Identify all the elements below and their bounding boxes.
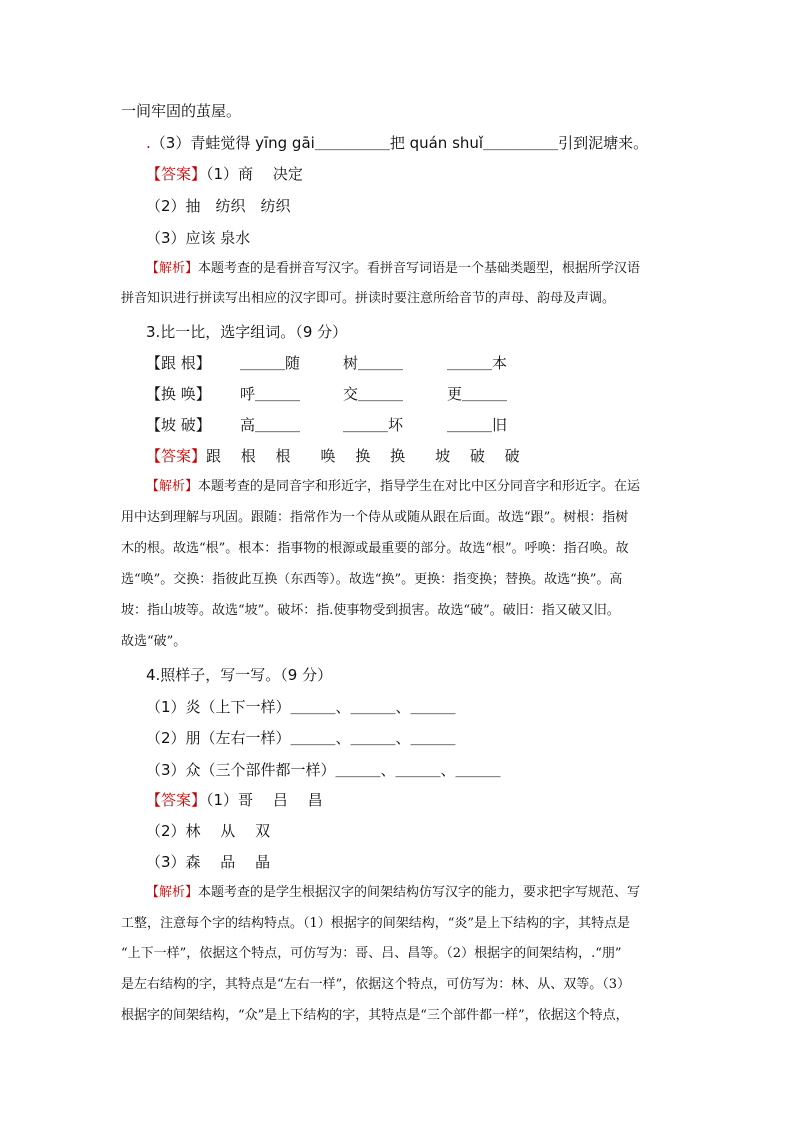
analysis-line: 用中达到理解与巩固。跟随：指常作为一个侍从或随从跟在后面。故选“跟”。树根：指树	[121, 510, 629, 525]
text-line: 一间牢固的茧屋。	[121, 102, 242, 120]
analysis-line: 木的根。故选“根”。根本：指事物的根源或最重要的部分。故选“根”。呼唤：指召唤。故	[121, 541, 629, 556]
analysis-line: 故选“破”。	[121, 634, 187, 649]
blank-item: 高＿＿＿	[240, 416, 301, 434]
analysis-tag: 【解析】	[146, 885, 199, 900]
answer-text: （1）哥 吕 昌	[206, 791, 323, 809]
char-pair-tag: 【跟 根】	[146, 354, 211, 372]
analysis-line	[146, 259, 640, 279]
analysis-text: 本题考查的是同音字和形近字，指导学生在对比中区分同音字和形近字。在运	[198, 479, 641, 494]
question-title: 4.照样子，写一写。（9 分）	[146, 666, 333, 684]
answer-line	[146, 446, 520, 466]
analysis-line	[146, 883, 640, 903]
word-row	[146, 415, 211, 435]
answer-line	[146, 164, 303, 184]
question-3-line	[146, 133, 648, 153]
answer-tag: 【答案】	[146, 791, 207, 809]
answer-tag: 【答案】	[146, 165, 207, 183]
dot-mark: .	[146, 134, 151, 152]
char-pair-tag: 【换 唤】	[146, 385, 211, 403]
answer-line: （3）应该 泉水	[146, 229, 251, 247]
answer-line	[146, 790, 323, 810]
question-item: （2）朋（左右一样）＿＿＿、＿＿＿、＿＿＿	[146, 729, 456, 747]
answer-line: （3）森 品 晶	[146, 853, 271, 871]
char-pair-tag: 【坡 破】	[146, 416, 211, 434]
answer-line: （2）林 从 双	[146, 822, 271, 840]
analysis-line: 选“唤”。交换：指彼此互换（东西等）。故选“换”。更换：指变换；替换。故选“换”。高	[121, 572, 623, 587]
blank-item: ＿＿＿坏	[343, 416, 404, 434]
word-row	[146, 353, 211, 373]
analysis-line: 根据字的间架结构，“众”是上下结构的字，其特点是“三个部件都一样”，依据这个特点，	[121, 1008, 629, 1023]
analysis-text: 本题考查的是学生根据汉字的间架结构仿写汉字的能力，要求把字写规范、写	[198, 885, 641, 900]
question-title: 3.比一比，选字组词。（9 分）	[146, 323, 348, 341]
question-item: （1）炎（上下一样）＿＿＿、＿＿＿、＿＿＿	[146, 698, 456, 716]
analysis-line	[146, 477, 640, 497]
answer-line: （2）抽 纺织 纺织	[146, 197, 291, 215]
blank-item: 呼＿＿＿	[240, 385, 301, 403]
analysis-line: 工整，注意每个字的结构特点。（1）根据字的间架结构，“炎”是上下结构的字，其特点是	[121, 916, 631, 931]
blank-item: ＿＿＿随	[240, 354, 301, 372]
blank-item: 交＿＿＿	[343, 385, 404, 403]
answer-tag: 【答案】	[146, 447, 207, 465]
analysis-tag: 【解析】	[146, 261, 199, 276]
analysis-line: 拼音知识进行拼读写出相应的汉字即可。拼读时要注意所给音节的声母、韵母及声调。	[121, 291, 616, 306]
analysis-line: “上下一样”，依据这个特点，可仿写为：哥、吕、昌等。（2）根据字的间架结构，.“朋”	[121, 946, 622, 961]
analysis-line: 是左右结构的字，其特点是“左右一样”，依据这个特点，可仿写为：林、从、双等。（3）	[121, 977, 631, 992]
analysis-text: 本题考查的是看拼音写汉字。看拼音写词语是一个基础类题型，根据所学汉语	[198, 261, 641, 276]
blank-item: 更＿＿＿	[447, 385, 508, 403]
blank-item: ＿＿＿旧	[447, 416, 508, 434]
word-row	[146, 384, 211, 404]
analysis-line: 坡：指山坡等。故选“坡”。破坏：指.使事物受到损害。故选“破”。破旧：指又破又旧。	[121, 603, 620, 618]
question-item: （3）众（三个部件都一样）＿＿＿、＿＿＿、＿＿＿	[146, 761, 501, 779]
blank-item: 树＿＿＿	[343, 354, 404, 372]
analysis-tag: 【解析】	[146, 479, 199, 494]
question-text: （3）青蛙觉得 yīng gāi＿＿＿＿＿把 quán shuǐ＿＿＿＿＿引到泥塘来。	[150, 134, 649, 152]
answer-text: （1）商 决定	[206, 165, 303, 183]
answer-text: 跟 根 根 唤 换 换 坡 破 破	[206, 447, 520, 465]
blank-item: ＿＿＿本	[447, 354, 508, 372]
